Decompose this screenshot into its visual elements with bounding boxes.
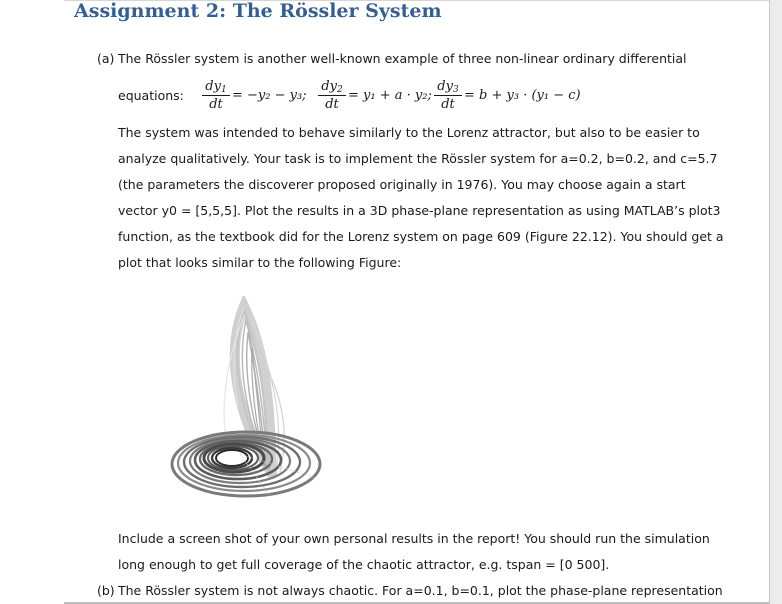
- paragraph-line-2: analyze qualitatively. Your task is to implement the Rössler system for a=0.2, b=0.2, and c=5.7: [118, 151, 718, 166]
- equation-3: $\frac{dy_3}{dt}$ = b + y₃ · (y₁ − c): [434, 78, 604, 118]
- part-b-line-1: The Rössler system is not always chaotic. For a=0.1, b=0.1, plot the phase-plane representation: [118, 583, 723, 598]
- part-a-letter: (a): [97, 51, 115, 66]
- paragraph-line-5: function, as the textbook did for the Lorenz system on page 609 (Figure 22.12). You should get a: [118, 229, 724, 244]
- assignment-heading: Assignment 2: The Rössler System: [74, 0, 442, 22]
- after-figure-line-1: Include a screen shot of your own personal results in the report! You should run the simulation: [118, 531, 710, 546]
- equation-1: $\frac{dy_1}{dt}$ = −y₂ − y₃;: [202, 78, 322, 118]
- paragraph-line-1: The system was intended to behave similarly to the Lorenz attractor, but also to be easier to: [118, 125, 700, 140]
- paragraph-line-6: plot that looks similar to the following Figure:: [118, 255, 402, 270]
- rossler-attractor-figure: [120, 296, 360, 508]
- equation-row: [118, 78, 678, 118]
- after-figure-line-2: long enough to get full coverage of the chaotic attractor, e.g. tspan = [0 500].: [118, 557, 610, 572]
- equations-label: equations:: [118, 88, 184, 103]
- paragraph-line-4: vector y0 = [5,5,5]. Plot the results in a 3D phase-plane representation as using MATLAB’s plot3: [118, 203, 721, 218]
- paragraph-line-3: (the parameters the discoverer proposed originally in 1976). You may choose again a start: [118, 177, 686, 192]
- document-page: [64, 0, 769, 604]
- part-b-letter: (b): [97, 583, 115, 598]
- page-right-margin: [769, 0, 782, 604]
- equation-2: $\frac{dy_2}{dt}$ = y₁ + a · y₂;: [318, 78, 438, 118]
- part-a-line-1: The Rössler system is another well-known example of three non-linear ordinary differential: [118, 51, 687, 66]
